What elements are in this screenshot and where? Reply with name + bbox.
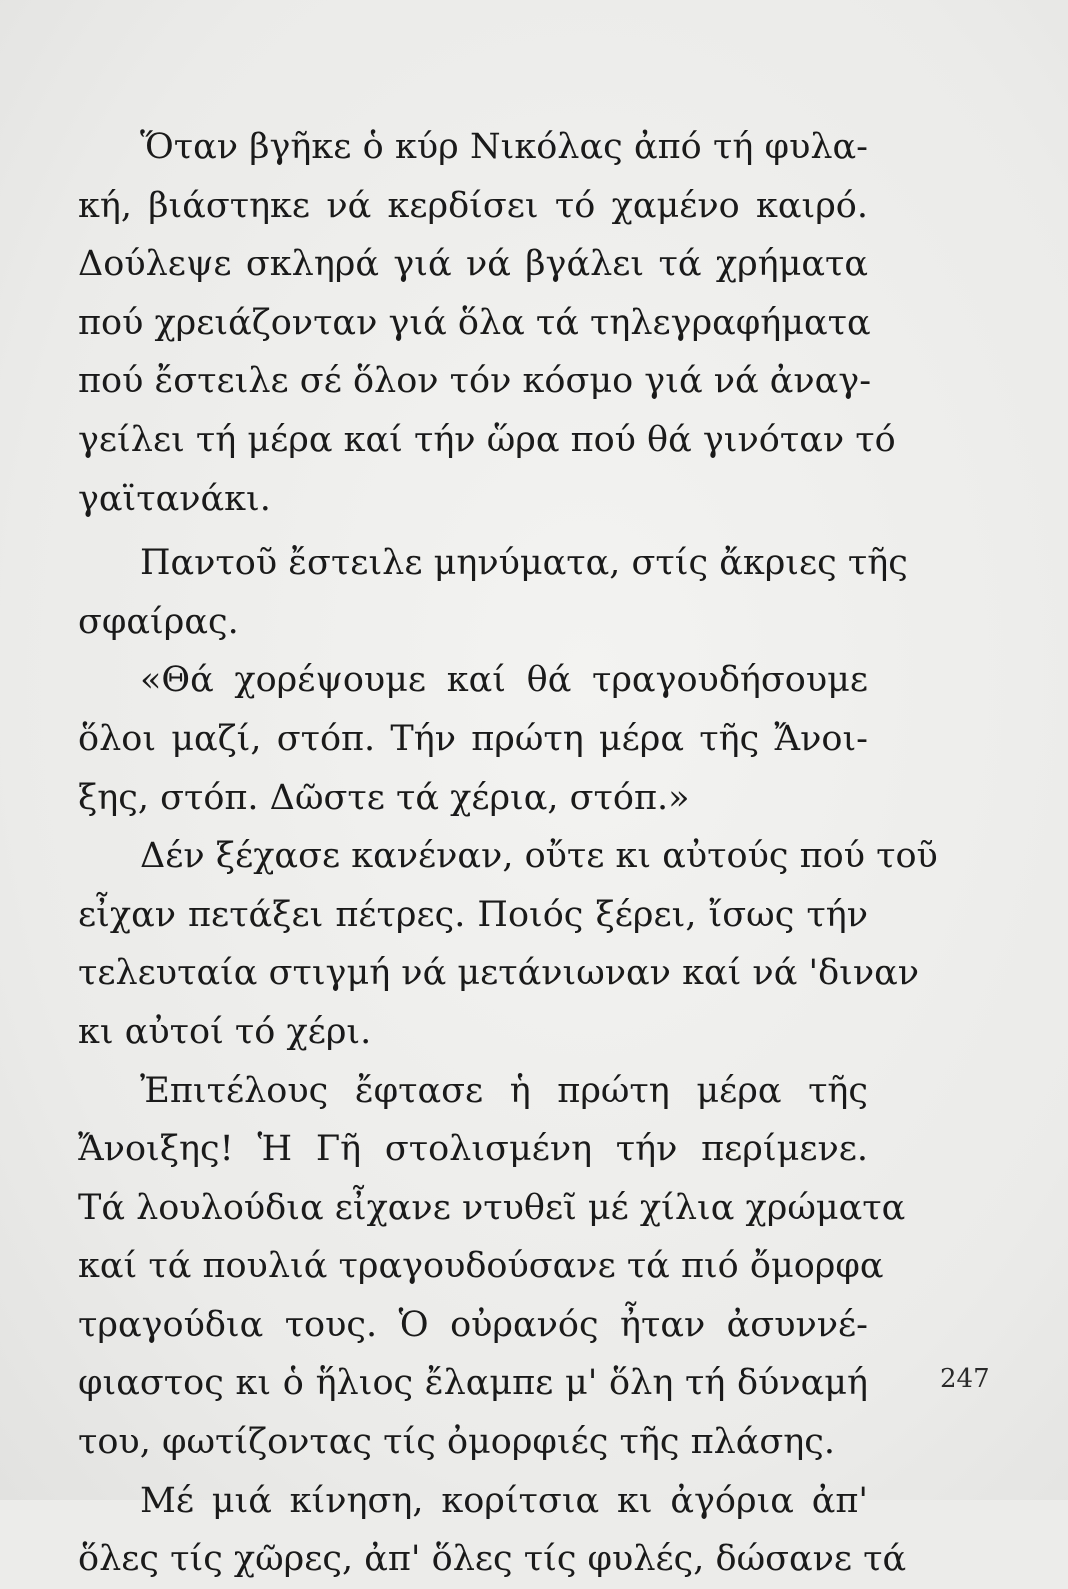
text-line: γείλει τή μέρα καί τήν ὥρα πού θά γινόταν τό	[78, 419, 896, 460]
text-line: Ἐπιτέλους ἔφτασε ἡ πρώτη μέρα τῆς	[140, 1070, 868, 1111]
text-line: του, φωτίζοντας τίς ὀμορφιές τῆς πλάσης.	[78, 1422, 835, 1463]
text-line: Παντοῦ ἔστειλε μηνύματα, στίς ἄκριες τῆς	[140, 543, 908, 584]
text-line: γαϊτανάκι.	[78, 478, 271, 519]
text-line: «Θά χορέψουμε καί θά τραγουδήσουμε	[140, 660, 868, 701]
text-line: Μέ μιά κίνηση, κορίτσια κι ἀγόρια ἀπ'	[140, 1480, 868, 1521]
text-line: Δούλεψε σκληρά γιά νά βγάλει τά χρήματα	[78, 244, 868, 285]
text-line: κή, βιάστηκε νά κερδίσει τό χαμένο καιρό.	[78, 185, 868, 226]
text-line: ξης, στόπ. Δῶστε τά χέρια, στόπ.»	[78, 777, 690, 818]
text-line: πού ἔστειλε σέ ὅλον τόν κόσμο γιά νά ἀναγ-	[78, 361, 872, 402]
text-line: τελευταία στιγμή νά μετάνιωναν καί νά 'διναν	[78, 953, 920, 994]
text-line: Ἄνοιξης! Ἡ Γῆ στολισμένη τήν περίμενε.	[78, 1129, 868, 1170]
page-number: 247	[940, 1364, 990, 1394]
text-line: πού χρειάζονταν γιά ὅλα τά τηλεγραφήματα	[78, 302, 871, 343]
text-line: φιαστος κι ὁ ἥλιος ἔλαμπε μ' ὅλη τή δύναμή	[78, 1363, 868, 1404]
text-line: Τά λουλούδια εἶχανε ντυθεῖ μέ χίλια χρώματα	[78, 1187, 906, 1228]
text-line: Δέν ξέχασε κανέναν, οὔτε κι αὐτούς πού τοῦ	[140, 836, 938, 877]
text-line: κι αὐτοί τό χέρι.	[78, 1011, 372, 1052]
text-line: Ὅταν βγῆκε ὁ κύρ Νικόλας ἀπό τή φυλα-	[140, 127, 868, 167]
body-text	[78, 118, 938, 1589]
text-line: ὅλες τίς χῶρες, ἀπ' ὅλες τίς φυλές, δώσανε τά	[78, 1539, 907, 1580]
text-line: εἶχαν πετάξει πέτρες. Ποιός ξέρει, ἴσως τήν	[78, 894, 868, 935]
text-line: καί τά πουλιά τραγουδούσανε τά πιό ὄμορφα	[78, 1246, 884, 1287]
text-line: σφαίρας.	[78, 601, 239, 642]
text-line: τραγούδια τους. Ὁ οὐρανός ἦταν ἀσυννέ-	[78, 1304, 868, 1345]
text-line: ὅλοι μαζί, στόπ. Τήν πρώτη μέρα τῆς Ἄνοι-	[78, 718, 868, 759]
